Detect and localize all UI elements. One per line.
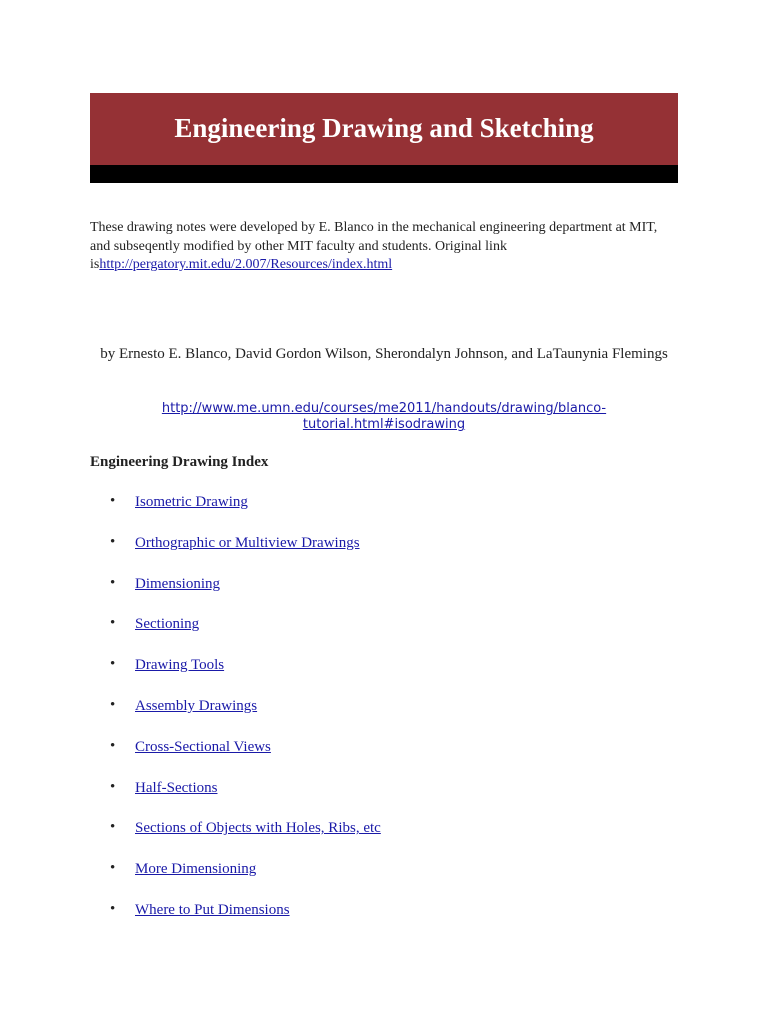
list-item	[110, 778, 381, 819]
list-item	[110, 574, 381, 615]
index-link-assembly-drawings[interactable]: Assembly Drawings	[135, 697, 258, 714]
bullet-icon: •	[110, 860, 116, 877]
index-link-half-sections[interactable]: Half-Sections	[135, 779, 218, 796]
list-item	[110, 492, 381, 533]
list-item	[110, 818, 381, 859]
index-link-isometric-drawing[interactable]: Isometric Drawing	[135, 494, 248, 510]
bullet-icon: •	[110, 778, 116, 795]
list-item	[110, 737, 381, 778]
list-item	[110, 900, 381, 941]
authors-line: by Ernesto E. Blanco, David Gordon Wilson, Sherondalyn Johnson, and LaTaunynia Flemings	[100, 346, 668, 362]
tutorial-link-block	[120, 401, 648, 433]
original-source-link[interactable]: http://pergatory.mit.edu/2.007/Resources/index.html	[99, 257, 393, 272]
bullet-icon: •	[110, 656, 116, 673]
index-link-sectioning[interactable]: Sectioning	[135, 616, 200, 633]
tutorial-link[interactable]: http://www.me.umn.edu/courses/me2011/handouts/drawing/blanco-tutorial.html#isodrawing	[161, 401, 607, 432]
page-title: Engineering Drawing and Sketching	[174, 112, 594, 143]
index-heading: Engineering Drawing Index	[90, 454, 269, 470]
list-item	[110, 533, 381, 574]
list-item	[110, 655, 381, 696]
title-banner	[90, 93, 678, 165]
bullet-icon: •	[110, 493, 116, 509]
list-item	[110, 696, 381, 737]
bullet-icon: •	[110, 696, 116, 713]
bullet-icon: •	[110, 900, 116, 917]
index-link-dimensioning[interactable]: Dimensioning	[135, 575, 220, 592]
bullet-icon: •	[110, 615, 116, 632]
intro-paragraph	[90, 219, 680, 275]
list-item	[110, 614, 381, 655]
banner-divider-bar	[90, 165, 678, 183]
bullet-icon: •	[110, 819, 116, 836]
index-link-more-dimensioning[interactable]: More Dimensioning	[135, 861, 257, 878]
bullet-icon: •	[110, 737, 116, 754]
index-link-drawing-tools[interactable]: Drawing Tools	[135, 657, 225, 674]
index-link-orthographic-drawings[interactable]: Orthographic or Multiview Drawings	[135, 534, 360, 551]
bullet-icon: •	[110, 533, 116, 550]
list-item	[110, 859, 381, 900]
index-link-sections-holes-ribs[interactable]: Sections of Objects with Holes, Ribs, etc	[135, 820, 381, 837]
index-link-where-to-put-dimensions[interactable]: Where to Put Dimensions	[135, 901, 290, 918]
intro-text: These drawing notes were developed by E. Blanco in the mechanical engineering department at MIT, and subseqently modified by other MIT faculty and students. Original link is	[90, 220, 658, 272]
index-link-cross-sectional-views[interactable]: Cross-Sectional Views	[135, 738, 271, 755]
bullet-icon: •	[110, 574, 116, 591]
index-list	[110, 492, 381, 941]
